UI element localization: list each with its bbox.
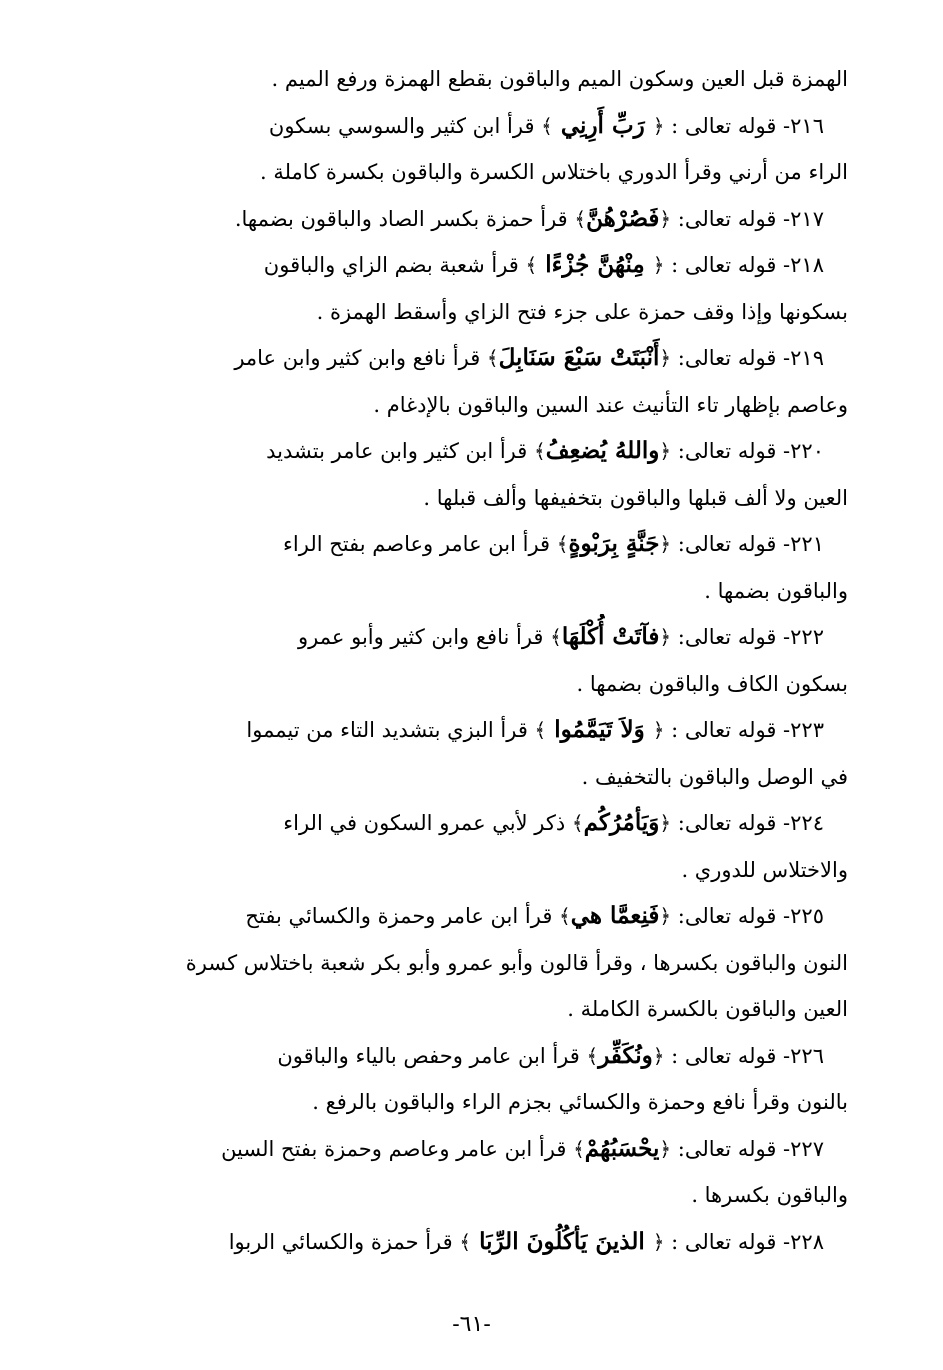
quran-quote: واللهُ يُضعِفُ <box>545 437 660 464</box>
text-line: الهمزة قبل العين وسكون الميم والباقون بقطع الهمزة ورفع الميم . <box>271 67 848 91</box>
text-line: والباقون بكسرها . <box>691 1183 848 1207</box>
entry-heading: ٢١٨- قوله تعالى : <box>664 253 824 277</box>
entry-line <box>110 335 848 382</box>
entry-text: قرأ نافع وابن كثير وابن عامر <box>234 346 487 370</box>
text-line: في الوصل والباقون بالتخفيف . <box>581 764 848 789</box>
entry-line <box>110 1033 848 1080</box>
entry-heading: ٢٢٠- قوله تعالى: <box>671 439 824 463</box>
text-line: بالنون وقرأ نافع وحمزة والكسائي بجزم الراء والباقون بالرفع . <box>312 1090 848 1114</box>
entry-heading: ٢٢٨- قوله تعالى : <box>664 1229 824 1254</box>
entry-line <box>110 196 848 243</box>
entry-text: قرأ ابن كثير وابن عامر بتشديد <box>266 439 534 463</box>
entry-line <box>110 1126 848 1173</box>
entry-text: قرأ ابن عامر وعاصم وحمزة بفتح السين <box>221 1136 574 1161</box>
ornate-bracket-open: ﴿ <box>652 1043 665 1068</box>
entry-text: قرأ البزي بتشديد التاء من تيمموا <box>246 718 535 742</box>
entry-line <box>110 103 848 150</box>
entry-line <box>110 521 848 568</box>
entry-line <box>110 614 848 661</box>
entry-text: قرأ حمزة بكسر الصاد والباقون بضمها. <box>234 206 575 231</box>
entry-text: قرأ نافع وابن كثير وأبو عمرو <box>298 625 551 649</box>
entry-text: قرأ ابن عامر وعاصم بفتح الراء <box>283 532 557 556</box>
ornate-bracket-close: ﴾ <box>571 811 584 835</box>
text-line: وعاصم بإظهار تاء التأنيث عند السين والباقون بالإدغام . <box>373 392 848 417</box>
entry-line <box>110 800 848 847</box>
quran-quote: يحْسَبُهُمْ <box>584 1134 660 1162</box>
entry-heading: ٢٢٢- قوله تعالى: <box>671 625 824 649</box>
ornate-bracket-open: ﴿ <box>659 532 672 556</box>
text-line: النون والباقون بكسرها ، وقرأ قالون وأبو عمرو وأبو بكر شعبة باختلاس كسرة <box>185 950 848 975</box>
ornate-bracket-open: ﴿ <box>659 1136 672 1161</box>
text-line: والباقون بضمها . <box>704 578 848 603</box>
entry-heading: ٢١٦- قوله تعالى : <box>664 113 824 138</box>
ornate-bracket-open: ﴿ <box>659 625 672 649</box>
entry-line <box>110 707 848 754</box>
entry-text: قرأ ابن عامر وحفص بالياء والباقون <box>277 1043 587 1068</box>
ornate-bracket-open: ﴿ <box>659 346 672 370</box>
ornate-bracket-close: ﴾ <box>525 253 538 277</box>
ornate-bracket-close: ﴾ <box>550 625 562 649</box>
entry-line <box>110 428 848 475</box>
entry-line <box>110 1219 848 1266</box>
ornate-bracket-open: ﴿ <box>659 439 672 463</box>
ornate-bracket-close: ﴾ <box>586 1043 599 1068</box>
text-line: العين ولا ألف قبلها والباقون بتخفيفها وألف قبلها . <box>423 485 848 510</box>
entry-text: قرأ حمزة والكسائي الربوا <box>228 1229 460 1254</box>
entry-heading: ٢١٧- قوله تعالى: <box>671 206 824 231</box>
ornate-bracket-close: ﴾ <box>556 532 569 556</box>
entry-text: قرأ ابن عامر وحمزة والكسائي بفتح <box>245 904 560 928</box>
ornate-bracket-open: ﴿ <box>659 206 672 231</box>
quran-quote: الذينَ يَأكُلُونَ الرِّبَا <box>471 1227 653 1255</box>
quran-quote: فَنِعمَّا هي <box>570 902 660 929</box>
entry-heading: ٢٢٥- قوله تعالى: <box>671 904 824 928</box>
text-line: بسكون الكاف والباقون بضمها . <box>576 671 848 696</box>
ornate-bracket-close: ﴾ <box>534 718 547 742</box>
entry-text: ذكر لأبي عمرو السكون في الراء <box>283 811 572 835</box>
entry-heading: ٢١٩- قوله تعالى: <box>671 346 824 370</box>
quran-quote: جَنَّةٍ بِرَبْوةٍ <box>568 530 660 557</box>
ornate-bracket-close: ﴾ <box>541 113 553 138</box>
entry-heading: ٢٢٣- قوله تعالى : <box>664 718 824 742</box>
text-line: العين والباقون بالكسرة الكاملة . <box>567 997 848 1021</box>
page-number: -٦١- <box>452 1312 491 1337</box>
entry-line <box>110 893 848 940</box>
ornate-bracket-open: ﴿ <box>652 1229 665 1254</box>
quran-quote: رَبِّ أَرِنِي <box>552 111 653 139</box>
ornate-bracket-open: ﴿ <box>652 113 665 138</box>
text-line: الراء من أرني وقرأ الدوري باختلاس الكسرة والباقون بكسرة كاملة . <box>259 160 848 184</box>
ornate-bracket-close: ﴾ <box>459 1229 472 1254</box>
entry-heading: ٢٢٦- قوله تعالى : <box>664 1043 824 1068</box>
ornate-bracket-close: ﴾ <box>574 206 587 231</box>
body-text <box>110 56 848 1265</box>
ornate-bracket-close: ﴾ <box>533 439 546 463</box>
ornate-bracket-open: ﴿ <box>659 811 672 835</box>
ornate-bracket-close: ﴾ <box>573 1136 585 1161</box>
quran-quote: فآتَتْ أُكْلَهَا <box>561 623 660 650</box>
entry-heading: ٢٢٤- قوله تعالى: <box>671 811 824 835</box>
quran-quote: أَنْبَتَتْ سَبْعَ سَنَابِلَ <box>498 344 660 371</box>
entry-line <box>110 242 848 289</box>
text-line: والاختلاس للدوري . <box>681 857 848 882</box>
ornate-bracket-close: ﴾ <box>559 904 571 928</box>
ornate-bracket-open: ﴿ <box>659 904 672 928</box>
quran-quote: ونُكَفِّر <box>598 1041 653 1069</box>
ornate-bracket-open: ﴿ <box>652 253 665 277</box>
quran-quote: مِنْهُنَّ جُزْءًا <box>537 251 653 278</box>
entry-heading: ٢٢٧- قوله تعالى: <box>671 1136 824 1161</box>
ornate-bracket-close: ﴾ <box>486 346 499 370</box>
quran-quote: فَصُرْهُنَّ <box>586 204 660 232</box>
ornate-bracket-open: ﴿ <box>652 718 665 742</box>
quran-quote: وَلاَ تَيَمَّمُوا <box>546 716 653 743</box>
entry-text: قرأ ابن كثير والسوسي بسكون <box>268 113 542 138</box>
entry-heading: ٢٢١- قوله تعالى: <box>671 532 824 556</box>
entry-text: قرأ شعبة بضم الزاي والباقون <box>263 253 526 277</box>
quran-quote: وَيَأمُرُكُم <box>583 809 660 836</box>
text-line: بسكونها وإذا وقف حمزة على جزء فتح الزاي وأسقط الهمزة . <box>316 299 848 324</box>
